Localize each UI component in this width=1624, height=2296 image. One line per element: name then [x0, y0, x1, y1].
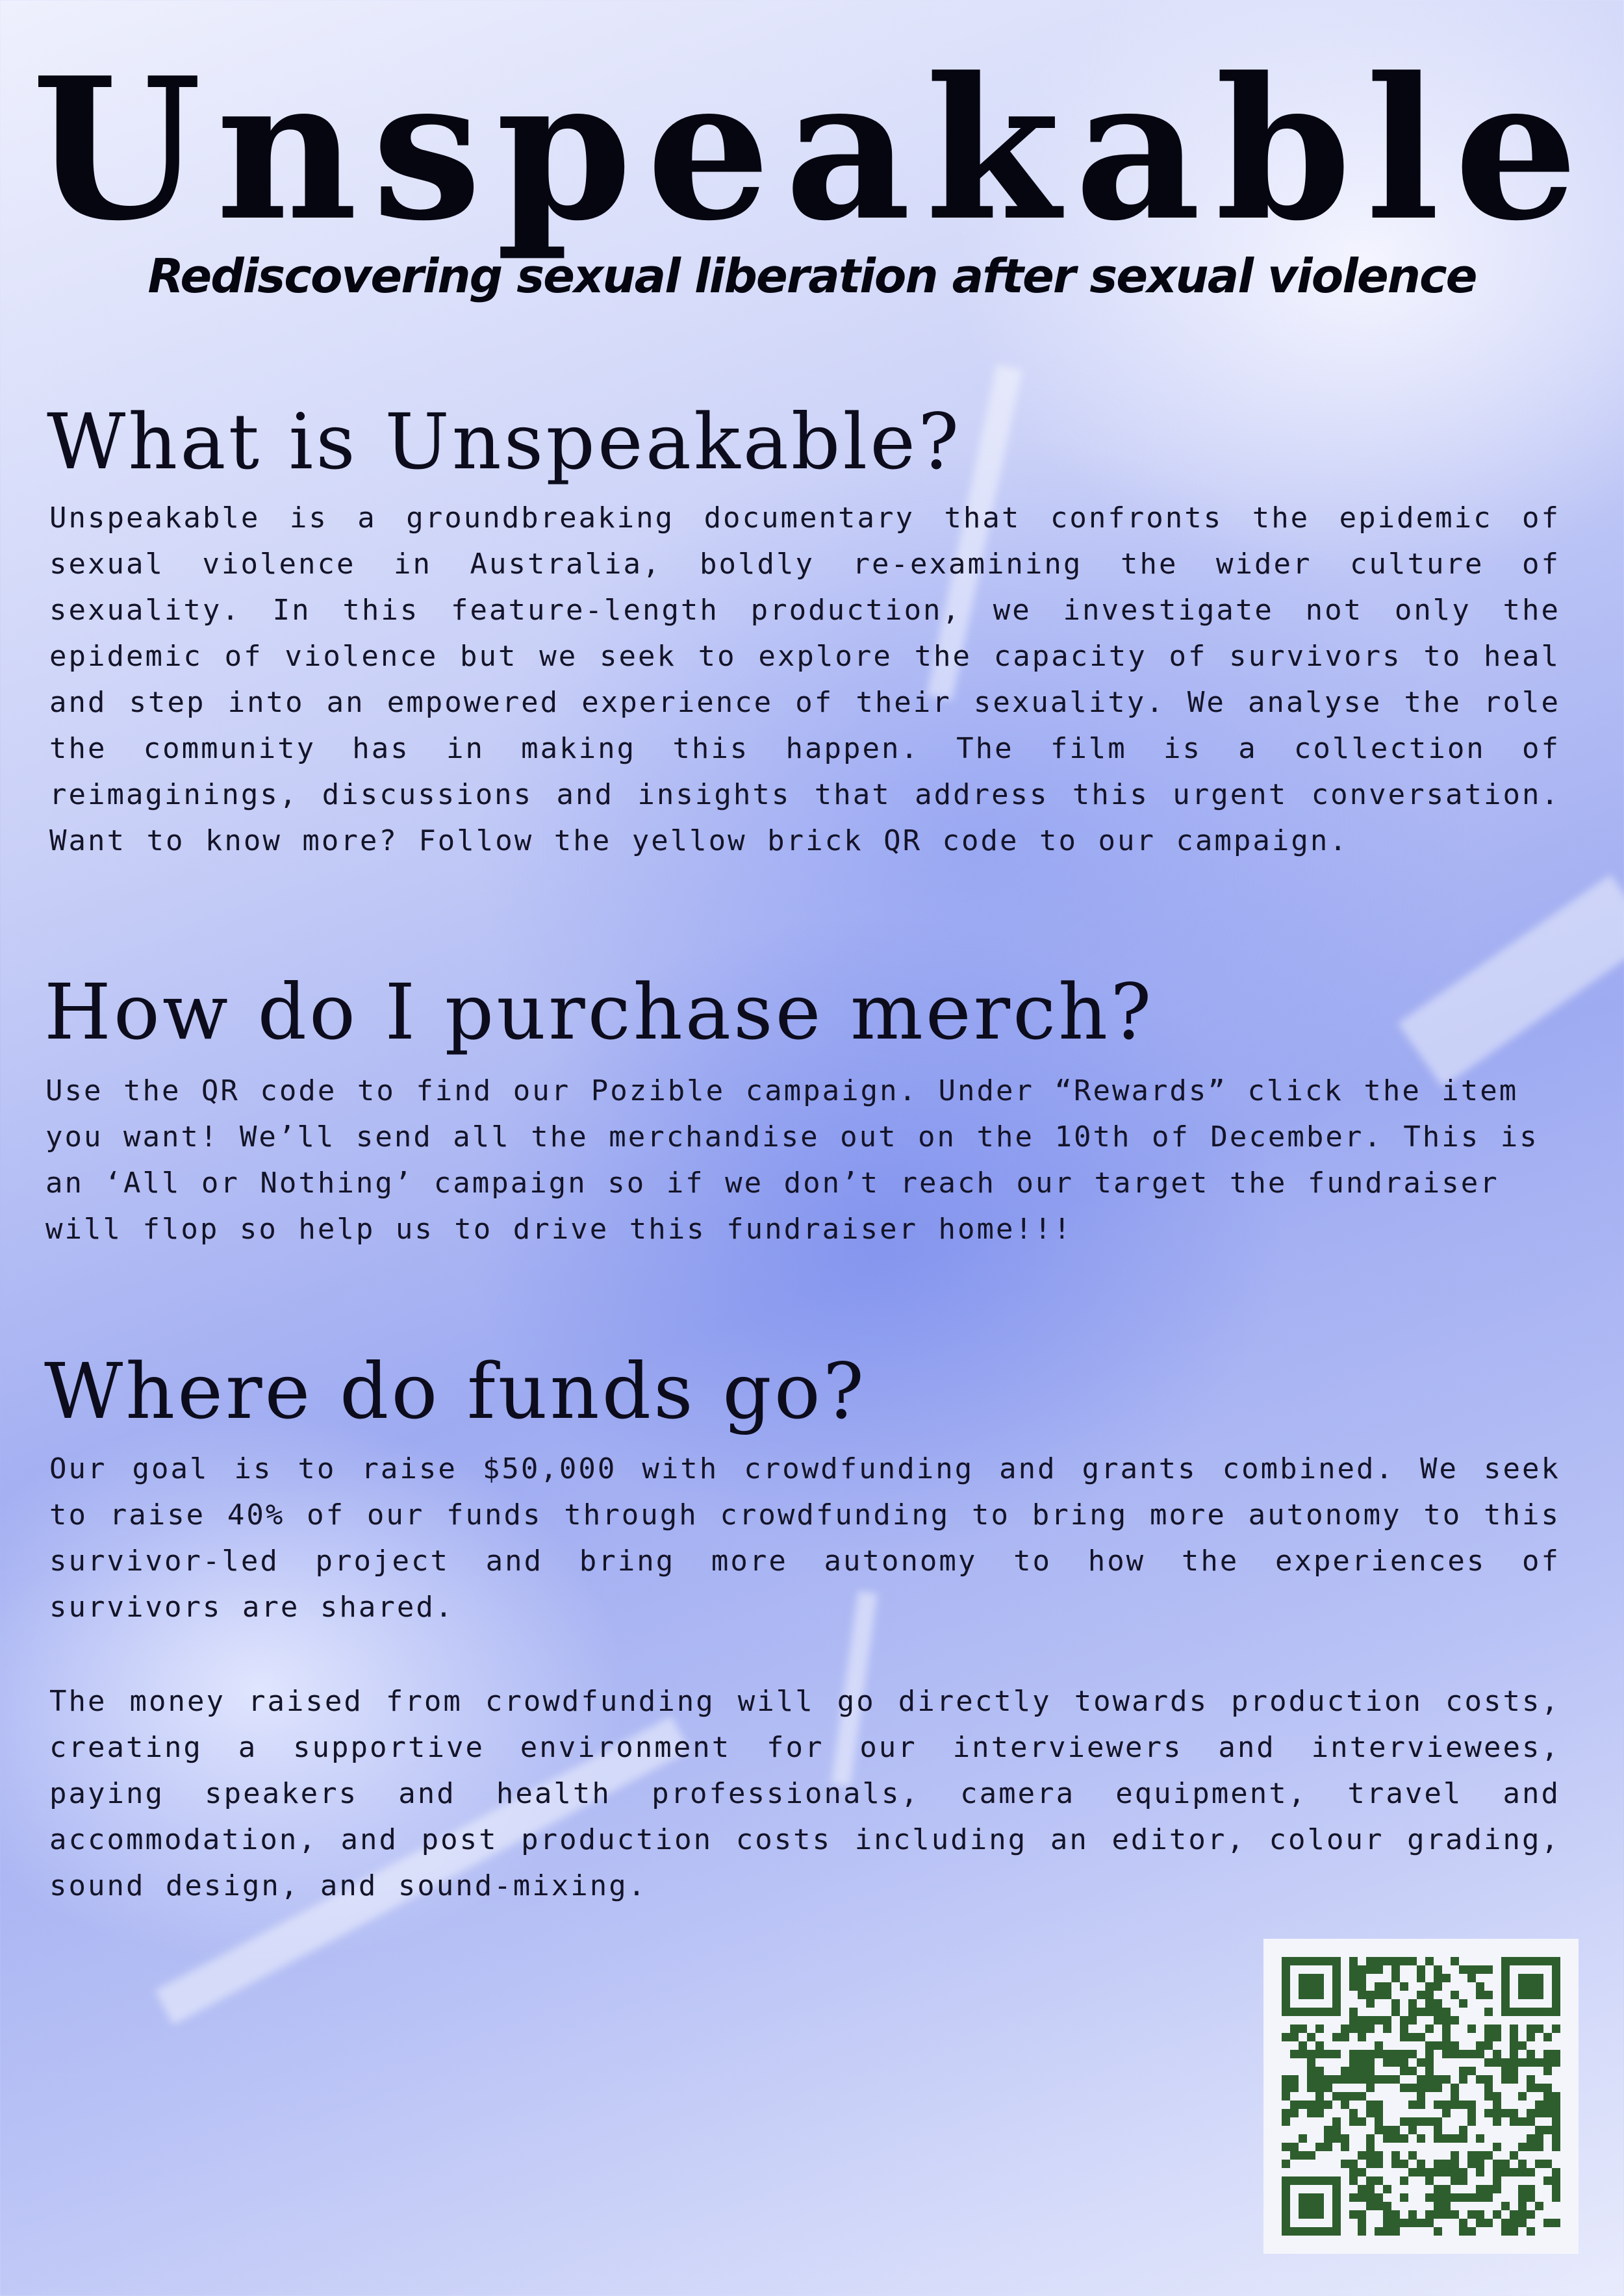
section-body-funds-goal: Our goal is to raise $50,000 with crowdfunding and grants combined. We seek to raise 40% of our funds through crowdfunding to bring more autonomy to this survivor-led project and bring more autonomy to how the experiences of survivors are shared.: [49, 1452, 1560, 1624]
section-body-what-is: Unspeakable is a groundbreaking documentary that confronts the epidemic of sexual violence in Australia, boldly re-examining the wider culture of sexuality. In this feature-length production, we investigate not only the epidemic of violence but we seek to explore the capacity of survivors to heal and step into an empowered experience of their sexuality. We analyse the role the community has in making this happen. The film is a collection of reimaginings, discussions and insights that address this urgent conversation. Want to know more? Follow the yellow brick QR code to our campaign.: [49, 501, 1560, 857]
background-streak: [1398, 874, 1624, 1087]
page-subtitle: Rediscovering sexual liberation after sexual violence: [147, 249, 1477, 303]
page-title: Unspeakable: [31, 34, 1593, 264]
qr-code[interactable]: [1263, 1939, 1579, 2254]
section-heading-merch: How do I purchase merch?: [44, 967, 1154, 1057]
qr-code-icon: [1263, 1939, 1579, 2254]
section-heading-funds: Where do funds go?: [44, 1346, 867, 1436]
section-body-funds-use: The money raised from crowdfunding will go directly towards production costs, creating a supportive environment for our interviewers and interviewees, paying speakers and health professionals, camera equipment, travel and accommodation, and post production costs including an editor, colour grading, sound design, and sound-mixing.: [49, 1685, 1560, 1902]
section-heading-what-is: What is Unspeakable?: [47, 397, 962, 486]
section-body-merch: Use the QR code to find our Pozible campaign. Under “Rewards” click the item you want! We’ll send all the merchandise out on the 10th of December. This is an ‘All or Nothing’ campaign so if we don’t reach our target the fundraiser will flop so help us to drive this fundraiser home!!!: [45, 1074, 1539, 1246]
